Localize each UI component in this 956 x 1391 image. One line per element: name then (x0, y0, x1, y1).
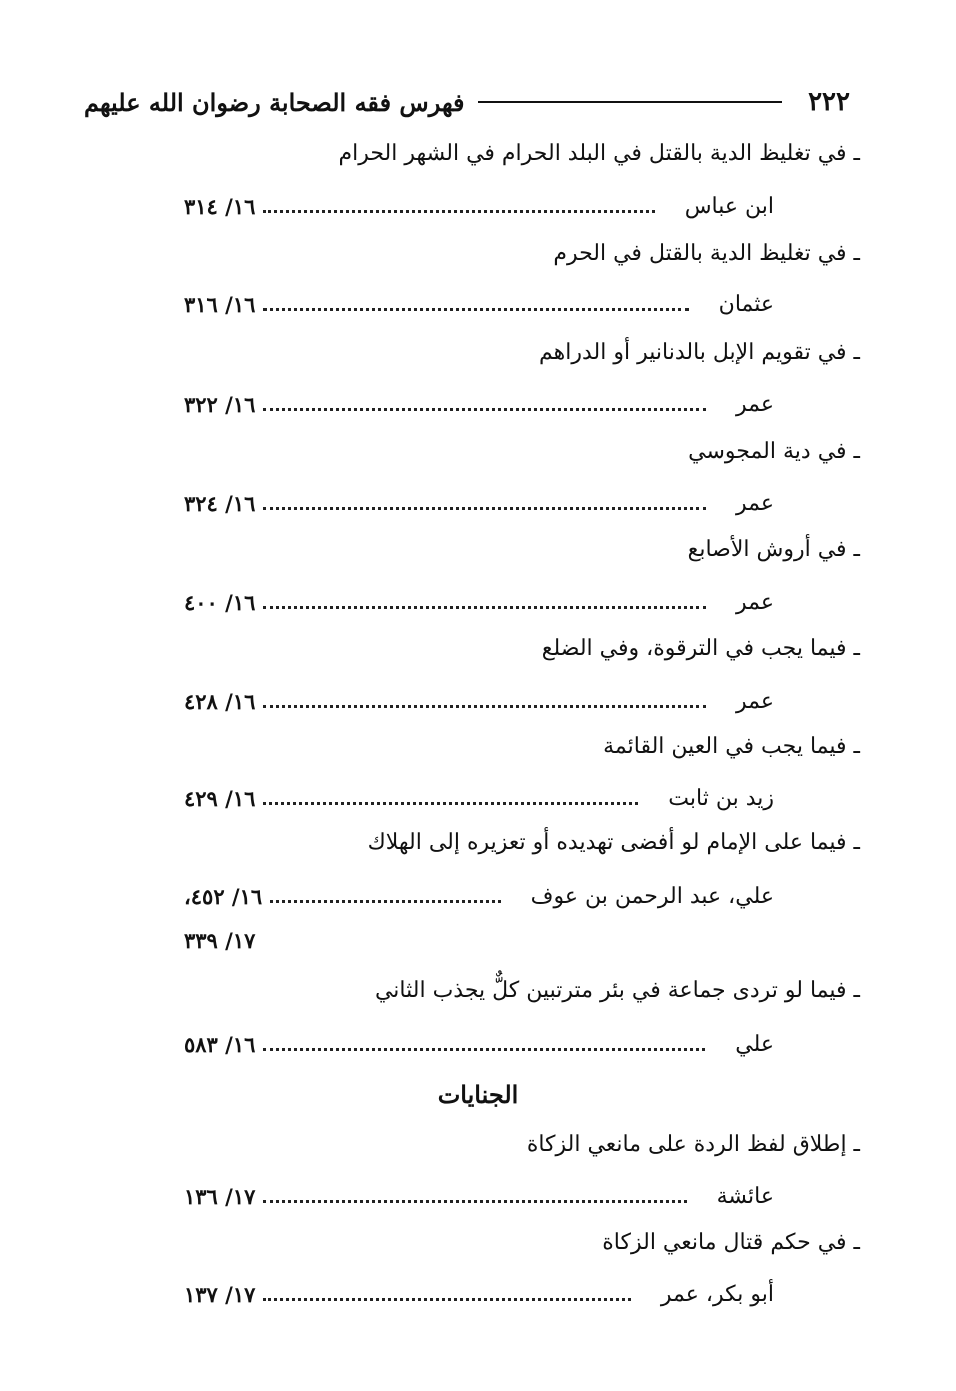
volume-page-ref: ١٦/ ٣٢٤ (184, 490, 256, 516)
dot-leader (263, 705, 706, 708)
index-entry (184, 1178, 774, 1214)
volume-page-ref: ١٦/ ٤٢٨ (184, 688, 256, 714)
dot-leader (263, 802, 638, 805)
index-entry (184, 1026, 774, 1062)
index-entry (184, 286, 774, 322)
companion-name: عمر (736, 490, 774, 516)
index-entry (184, 1276, 774, 1312)
volume-page-ref-continued: ١٧/ ٣٣٩ (184, 928, 256, 953)
companion-name: عمر (736, 391, 774, 417)
dot-leader (263, 606, 706, 609)
index-topic: ـ فيما يجب في العين القائمة (603, 734, 860, 759)
companion-name: أبو بكر، عمر (660, 1281, 774, 1307)
volume-page-ref: ١٦/ ٤٠٠ (184, 589, 256, 615)
volume-page-ref: ١٧/ ١٣٦ (184, 1183, 256, 1209)
header-rule (478, 101, 782, 103)
index-topic: ـ فيما لو تردى جماعة في بئر مترتبين كلٌّ يجذب الثاني (374, 978, 860, 1003)
index-topic: ـ في تغليظ الدية بالقتل في الحرم (553, 241, 860, 266)
index-entry (184, 878, 774, 914)
dot-leader (263, 507, 706, 510)
running-title: فهرس فقه الصحابة رضوان الله عليهم (84, 87, 465, 117)
companion-name: عمر (736, 688, 774, 714)
companion-name: عائشة (716, 1183, 774, 1209)
volume-page-ref: ١٦/ ٣٢٢ (184, 391, 256, 417)
volume-page-ref: ١٦/ ٣١٤ (184, 193, 256, 219)
index-topic: ـ فيما على الإمام لو أفضى تهديده أو تعزيره إلى الهلاك (367, 830, 860, 855)
index-topic: ـ في أروش الأصابع (687, 537, 860, 562)
index-entry (184, 485, 774, 521)
page-header (84, 82, 850, 122)
index-entry (184, 386, 774, 422)
index-topic: ـ في تقويم الإبل بالدنانير أو الدراهم (539, 340, 860, 365)
section-heading: الجنايات (437, 1080, 519, 1109)
dot-leader (263, 1200, 686, 1203)
index-topic: ـ فيما يجب في الترقوة، وفي الضلع (541, 636, 860, 661)
volume-page-ref: ١٧/ ١٣٧ (184, 1281, 256, 1307)
dot-leader (263, 1048, 705, 1051)
dot-leader (270, 900, 501, 903)
companion-name: عثمان (718, 291, 774, 317)
page-number: ٢٢٢ (808, 87, 850, 117)
companion-name: عمر (736, 589, 774, 615)
index-entry (184, 683, 774, 719)
volume-page-ref: ١٦/ ٤٢٩ (184, 785, 256, 811)
companion-name: زيد بن ثابت (668, 785, 774, 811)
dot-leader (263, 210, 654, 213)
volume-page-ref: ١٦/ ٤٥٢، (184, 883, 263, 909)
volume-page-ref: ١٦/ ٥٨٣ (184, 1031, 256, 1057)
companion-name: علي (735, 1031, 774, 1057)
index-entry (184, 584, 774, 620)
dot-leader (263, 308, 688, 311)
index-topic: ـ في دية المجوسي (688, 439, 860, 464)
companion-name: ابن عباس (684, 193, 774, 219)
dot-leader (263, 1298, 631, 1301)
index-topic: ـ إطلاق لفظ الردة على مانعي الزكاة (526, 1132, 860, 1157)
index-topic: ـ في تغليظ الدية بالقتل في البلد الحرام في الشهر الحرام (338, 141, 860, 166)
dot-leader (263, 408, 706, 411)
index-entry (184, 188, 774, 224)
volume-page-ref: ١٦/ ٣١٦ (184, 291, 256, 317)
companion-name: علي، عبد الرحمن بن عوف (530, 883, 774, 909)
index-entry (184, 780, 774, 816)
index-topic: ـ في حكم قتال مانعي الزكاة (602, 1230, 860, 1255)
